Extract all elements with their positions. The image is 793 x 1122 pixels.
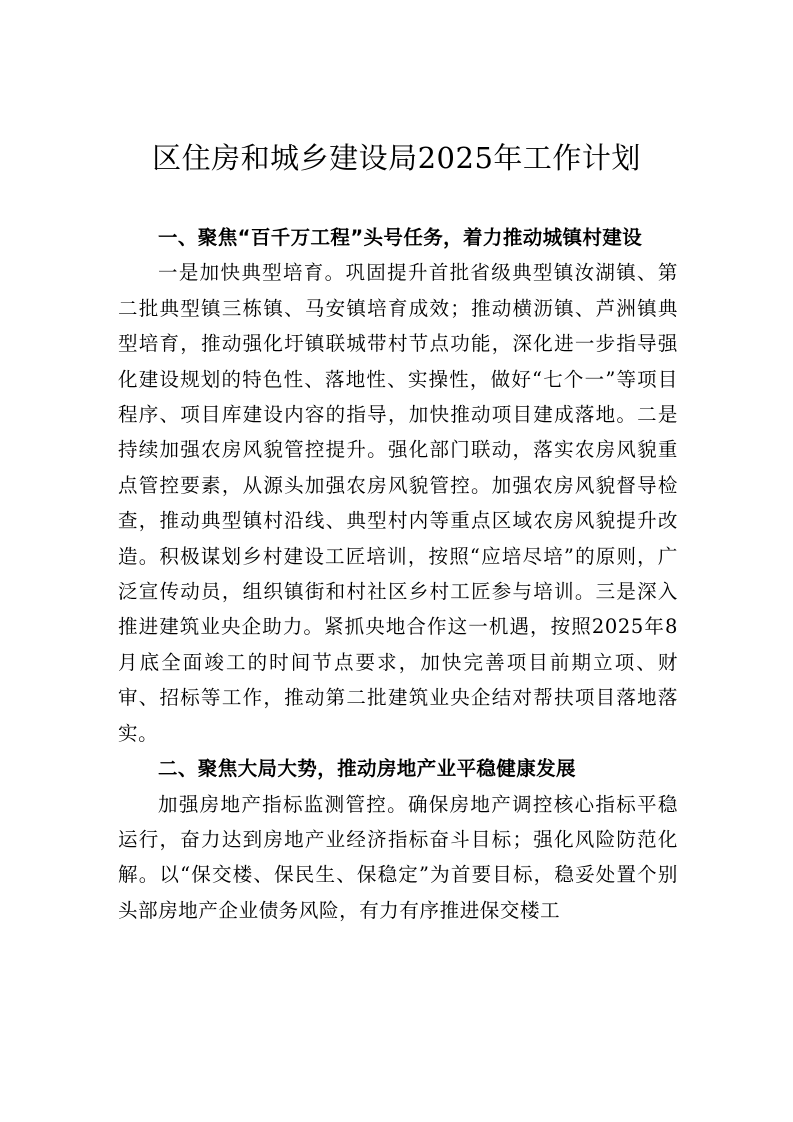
section-1 [118,220,678,751]
section-heading: 一、聚焦“百千万工程”头号任务，着力推动城镇村建设 [158,226,643,249]
page-title: 区住房和城乡建设局2025年工作计划 [152,141,641,175]
section-paragraph: 一是加快典型培育。巩固提升首批省级典型镇汝湖镇、第二批典型镇三栋镇、马安镇培育成效；推动横沥镇、芦洲镇典型培育，推动强化圩镇联城带村节点功能，深化进一步指导强化建设规划的特色性、落地性、实操性，做好“七个一”等项目程序、项目库建设内容的指导，加快推动项目建成落地。二是持续加强农房风貌管控提升。强化部门联动，落实农房风貌重点管控要素，从源头加强农房风貌管控。加强农房风貌督导检查，推动典型镇村沿线、典型村内等重点区域农房风貌提升改造。积极谋划乡村建设工匠培训，按照“应培尽培”的原则，广泛宣传动员，组织镇街和村社区乡村工匠参与培训。三是深入推进建筑业央企助力。紧抓央地合作这一机遇，按照2025年8月底全面竣工的时间节点要求，加快完善项目前期立项、财审、招标等工作，推动第二批建筑业央企结对帮扶项目落地落实。 [118,261,678,745]
document-body [118,220,678,928]
section-paragraph: 加强房地产指标监测管控。确保房地产调控核心指标平稳运行，奋力达到房地产业经济指标奋斗目标；强化风险防范化解。以“保交楼、保民生、保稳定”为首要目标，稳妥处置个别头部房地产企业债务风险，有力有序推进保交楼工 [118,792,678,922]
section-heading: 二、聚焦大局大势，推动房地产业平稳健康发展 [158,757,576,781]
section-2 [118,751,678,928]
